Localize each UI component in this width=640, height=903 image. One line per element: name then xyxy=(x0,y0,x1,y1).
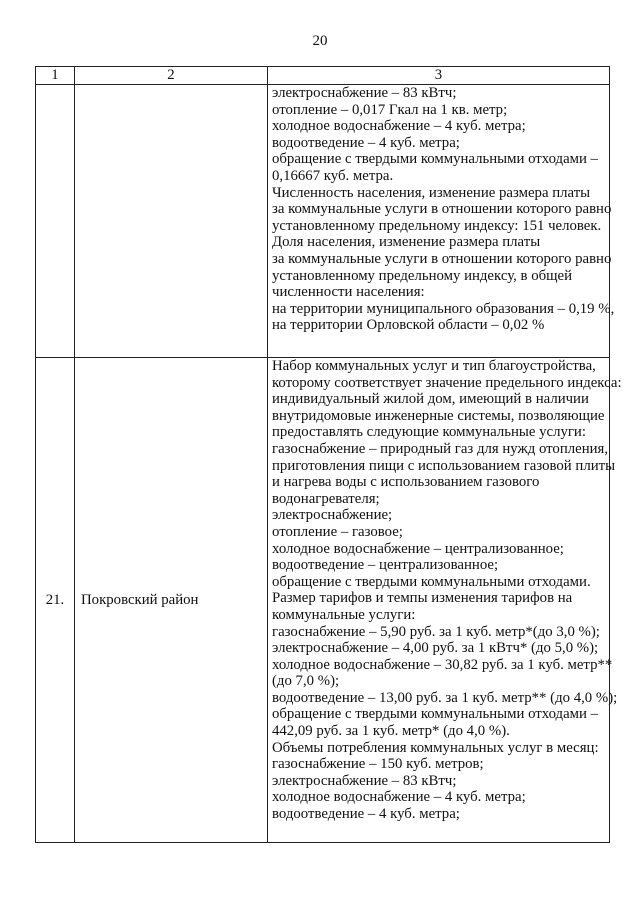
text-line: отопление – газовое; xyxy=(272,523,403,540)
text-line: (до 7,0 %); xyxy=(272,673,340,690)
description-cell xyxy=(268,85,615,358)
row-number-cell xyxy=(36,85,75,358)
text-line: и нагрева воды с использованием газового xyxy=(272,474,540,491)
text-line: коммунальные услуги: xyxy=(272,606,416,623)
text-line: предоставлять следующие коммунальные услуги: xyxy=(272,424,586,441)
text-line: обращение с твердыми коммунальными отходами. xyxy=(272,573,591,590)
text-line: водоотведение – 13,00 руб. за 1 куб. метр** (до 4,0 %); xyxy=(272,689,618,706)
text-line: электроснабжение; xyxy=(272,507,393,524)
text-line: которому соответствует значение предельного индекса: xyxy=(272,374,622,391)
description-cell xyxy=(268,358,622,843)
text-line: Объемы потребления коммунальных услуг в месяц: xyxy=(272,739,599,756)
page-number: 20 xyxy=(312,33,328,49)
text-line: обращение с твердыми коммунальными отходами – xyxy=(272,706,599,723)
table-header-row xyxy=(36,67,610,85)
text-line: холодное водоснабжение – 4 куб. метра; xyxy=(272,789,526,806)
text-line: установленному предельному индексу: 151 человек. xyxy=(272,217,602,234)
region-cell xyxy=(75,85,268,358)
column-header-2: 2 xyxy=(75,67,268,85)
text-line: газоснабжение – природный газ для нужд отопления, xyxy=(272,440,609,457)
column-header-1: 1 xyxy=(36,67,75,85)
text-line: 442,09 руб. за 1 куб. метр* (до 4,0 %). xyxy=(272,723,510,740)
text-line: установленному предельному индексу, в общей xyxy=(272,267,573,284)
region-cell: Покровский район xyxy=(75,358,268,843)
text-line: на территории Орловской области – 0,02 % xyxy=(272,317,545,334)
text-line: холодное водоснабжение – 4 куб. метра; xyxy=(272,118,526,135)
row-number-cell: 21. xyxy=(36,358,75,843)
column-header-3: 3 xyxy=(268,67,610,85)
text-line: водоотведение – 4 куб. метра; xyxy=(272,806,460,823)
text-line: водоотведение – централизованное; xyxy=(272,557,499,574)
text-line: 0,16667 куб. метра. xyxy=(272,167,394,184)
tariff-table xyxy=(35,66,622,843)
text-line: газоснабжение – 150 куб. метров; xyxy=(272,756,484,773)
text-line: водоотведение – 4 куб. метра; xyxy=(272,134,460,151)
table-row xyxy=(36,358,610,843)
text-line: приготовления пищи с использованием газовой плиты xyxy=(272,457,616,474)
text-line: электроснабжение – 4,00 руб. за 1 кВтч* (до 5,0 %); xyxy=(272,640,599,657)
text-line: обращение с твердыми коммунальными отходами – xyxy=(272,151,599,168)
text-line: газоснабжение – 5,90 руб. за 1 куб. метр*(до 3,0 %); xyxy=(272,623,600,640)
text-line: Доля населения, изменение размера платы xyxy=(272,234,541,251)
text-line: Размер тарифов и темпы изменения тарифов на xyxy=(272,590,573,607)
text-line: водонагревателя; xyxy=(272,490,380,507)
text-line: холодное водоснабжение – 30,82 руб. за 1 куб. метр** xyxy=(272,656,613,673)
text-line: Численность населения, изменение размера платы xyxy=(272,184,591,201)
text-line: индивидуальный жилой дом, имеющий в наличии xyxy=(272,391,589,408)
text-line: отопление – 0,017 Гкал на 1 кв. метр; xyxy=(272,101,508,118)
text-line: электроснабжение – 83 кВтч; xyxy=(272,85,457,101)
text-line: внутридомовые инженерные системы, позволяющие xyxy=(272,407,605,424)
table-row xyxy=(36,85,610,358)
text-line: на территории муниципального образования – 0,19 %, xyxy=(272,300,615,317)
text-line: за коммунальные услуги в отношении которого равно xyxy=(272,201,612,218)
text-line: Набор коммунальных услуг и тип благоустройства, xyxy=(272,358,596,374)
text-line: электроснабжение – 83 кВтч; xyxy=(272,772,457,789)
text-line: за коммунальные услуги в отношении которого равно xyxy=(272,250,612,267)
text-line: холодное водоснабжение – централизованное; xyxy=(272,540,564,557)
text-line: численности населения: xyxy=(272,284,425,301)
